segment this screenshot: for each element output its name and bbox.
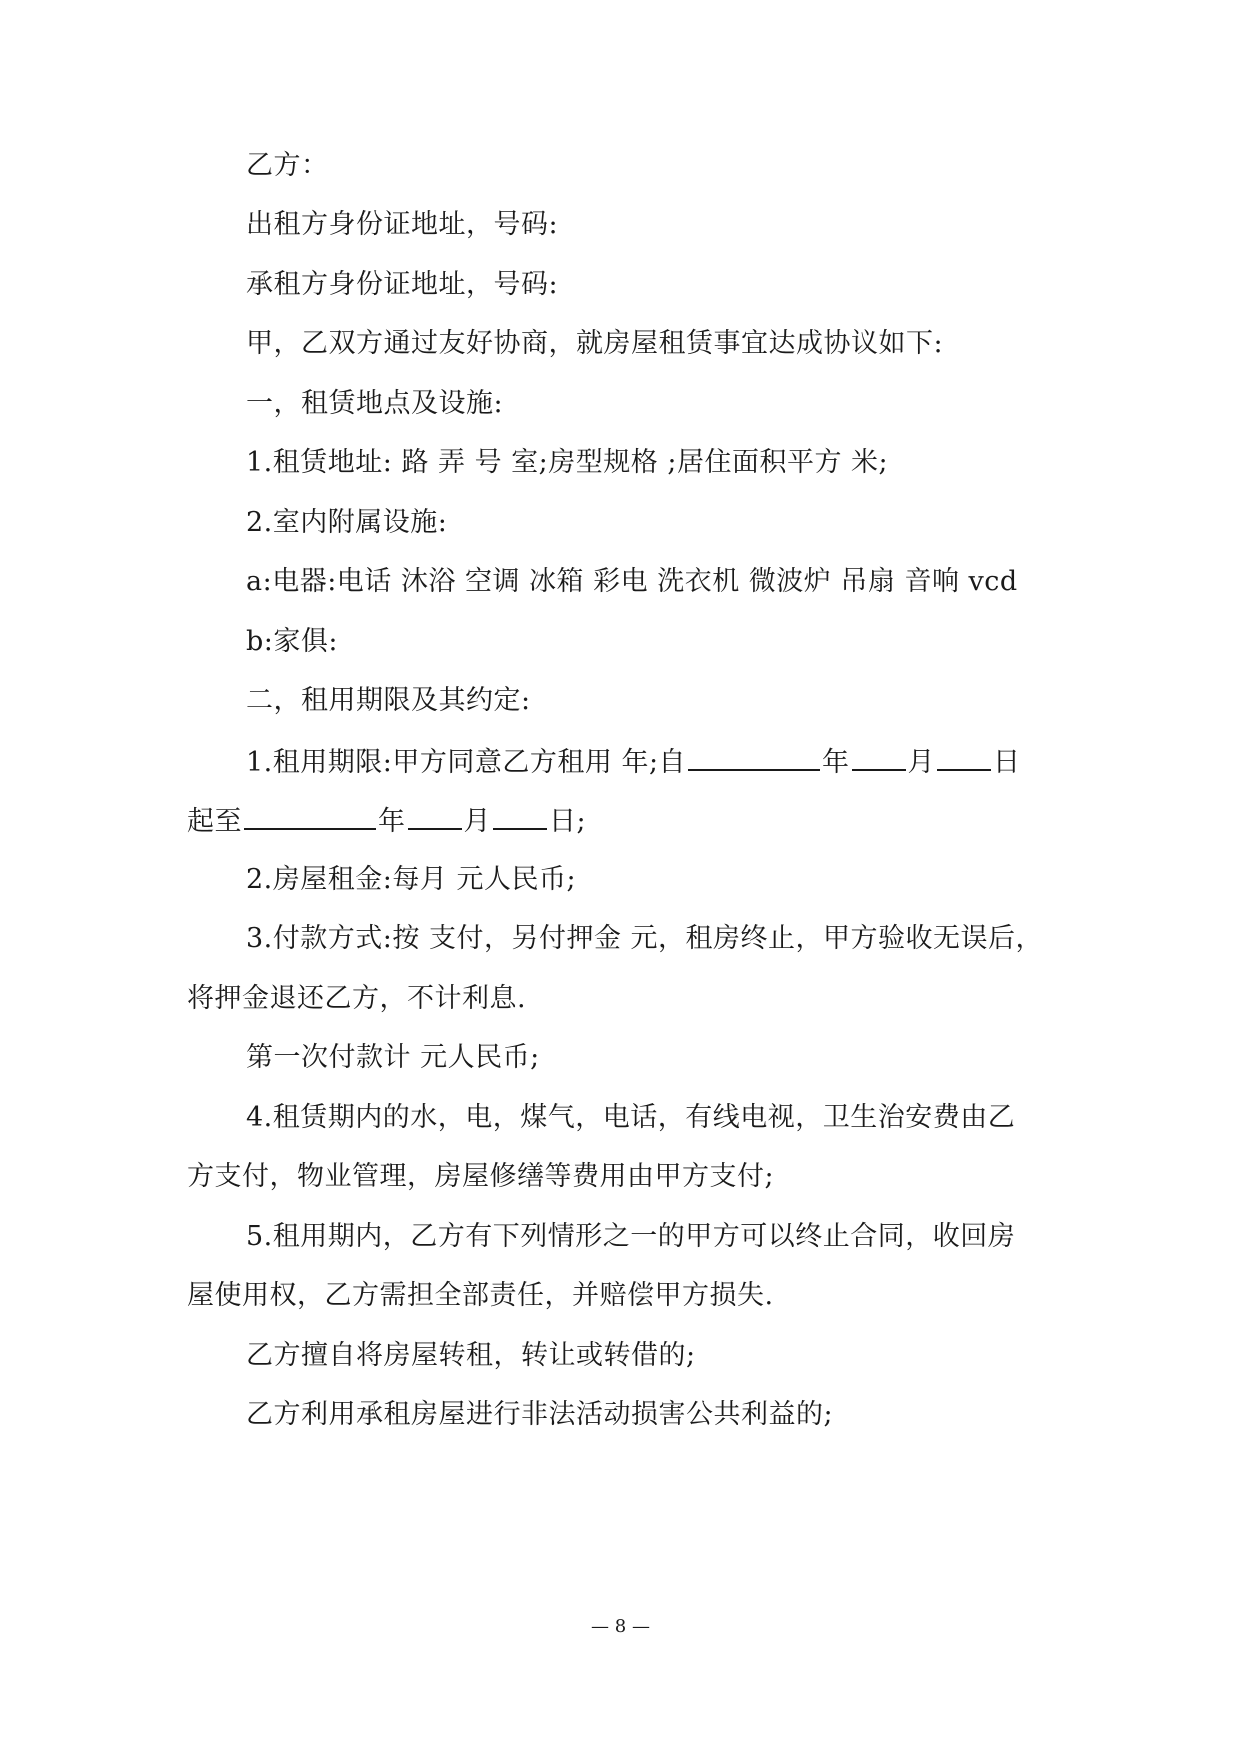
text-segment: 月 xyxy=(907,747,936,778)
text-line: 4.租赁期内的水，电，煤气，电话，有线电视，卫生治安费由乙 xyxy=(246,1102,1016,1133)
text-line: 出租方身份证地址，号码: xyxy=(246,209,559,240)
text-line: 二，租用期限及其约定: xyxy=(246,685,531,716)
text-line: 方支付，物业管理，房屋修缮等费用由甲方支付; xyxy=(187,1161,775,1192)
text-segment: 日; xyxy=(549,806,587,837)
text-line: 甲，乙双方通过友好协商，就房屋租赁事宜达成协议如下: xyxy=(246,328,944,359)
text-line: 承租方身份证地址，号码: xyxy=(246,269,559,300)
text-line: 5.租用期内，乙方有下列情形之一的甲方可以终止合同，收回房 xyxy=(246,1221,1016,1252)
text-line: 3.付款方式:按 支付，另付押金 元，租房终止，甲方验收无误后， xyxy=(246,923,1044,954)
text-line: 1.租赁地址: 路 弄 号 室;房型规格 ;居住面积平方 米; xyxy=(246,447,889,478)
blank-field xyxy=(688,741,820,771)
text-segment: 日 xyxy=(993,747,1021,778)
blank-field xyxy=(937,741,991,771)
text-line: b:家俱: xyxy=(246,626,338,657)
text-line: 乙方利用承租房屋进行非法活动损害公共利益的; xyxy=(246,1399,834,1430)
text-segment: 1.租用期限:甲方同意乙方租用 年;自 xyxy=(246,747,687,778)
text-line: 2.室内附属设施: xyxy=(246,507,448,538)
text-segment: 年 xyxy=(378,806,406,837)
text-line: 将押金退还乙方，不计利息. xyxy=(187,983,527,1014)
text-line: 一，租赁地点及设施: xyxy=(246,388,504,419)
text-line: 乙方： xyxy=(246,150,329,181)
page-number: — 8 — xyxy=(591,1616,650,1637)
lease-term-line xyxy=(246,741,1021,783)
text-line: a:电器:电话 沐浴 空调 冰箱 彩电 洗衣机 微波炉 吊扇 音响 vcd xyxy=(246,566,1018,597)
text-line: 屋使用权，乙方需担全部责任，并赔偿甲方损失. xyxy=(187,1280,774,1311)
text-line: 第一次付款计 元人民币; xyxy=(246,1042,540,1073)
blank-field xyxy=(493,800,547,830)
text-segment: 年 xyxy=(822,747,850,778)
blank-field xyxy=(852,741,906,771)
text-line: 2.房屋租金:每月 元人民币; xyxy=(246,864,577,895)
text-segment: 起至 xyxy=(187,806,242,837)
text-segment: 月 xyxy=(463,806,491,837)
blank-field xyxy=(244,800,376,830)
text-line: 乙方擅自将房屋转租，转让或转借的; xyxy=(246,1340,696,1371)
blank-field xyxy=(408,800,462,830)
lease-term-line-continued xyxy=(187,800,586,842)
